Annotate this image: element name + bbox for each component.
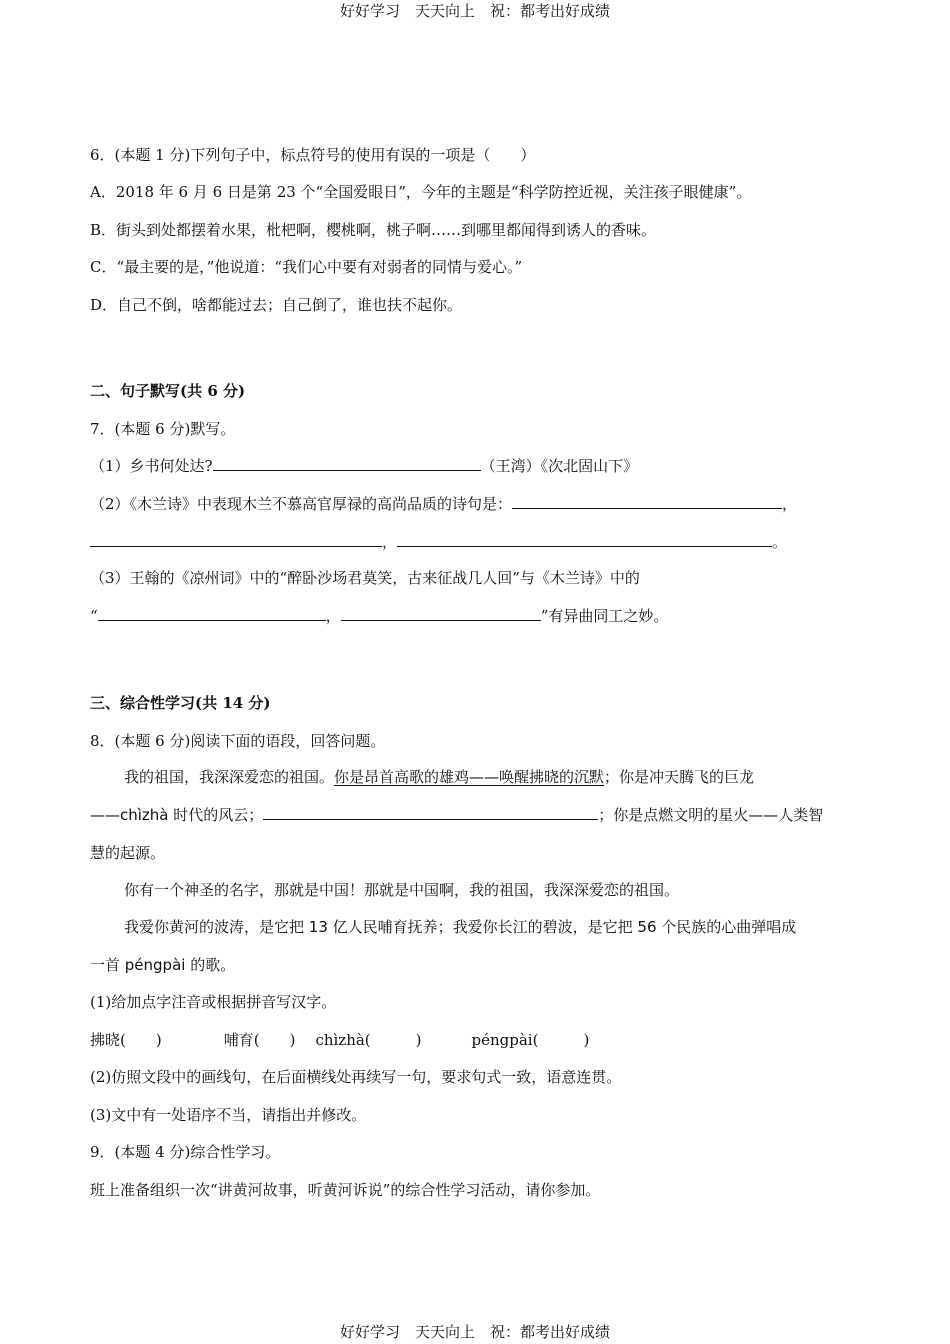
q7-2-prompt: （2）《木兰诗》中表现木兰不慕高官厚禄的高尚品质的诗句是： bbox=[90, 495, 513, 513]
q6-stem: 6．(本题 1 分)下列句子中，标点符号的使用有误的一项是（ ） bbox=[90, 146, 536, 164]
q8-sub1-words bbox=[90, 1030, 589, 1050]
passage-p3-line2: 一首 péngpài 的歌。 bbox=[90, 956, 236, 974]
p1-text-c: ——chìzhà 时代的风云； bbox=[90, 806, 264, 824]
passage-p2: 你有一个神圣的名字，那就是中国！那就是中国啊，我的祖国，我深深爱恋的祖国。 bbox=[124, 881, 680, 899]
page-footer: 好好学习 天天向上 祝：都考出好成绩 bbox=[339, 1323, 610, 1341]
passage-p3-line1: 我爱你黄河的波涛，是它把 13 亿人民哺育抚养；我爱你长江的碧波，是它把 56 个民族的心曲弹唱成 bbox=[124, 918, 797, 936]
q6-option-a: A．2018 年 6 月 6 日是第 23 个“全国爱眼日”，今年的主题是“科学防控近视，关注孩子眼健康”。 bbox=[90, 183, 752, 201]
q7-2-comma-2: ， bbox=[382, 533, 398, 551]
p1-text-b: ；你是冲天腾飞的巨龙 bbox=[604, 768, 755, 786]
q7-3-comma: ， bbox=[325, 607, 341, 625]
page-header: 好好学习 天天向上 祝：都考出好成绩 bbox=[339, 2, 610, 20]
q9-stem: 9．(本题 4 分)综合性学习。 bbox=[90, 1143, 281, 1161]
word-pengpai: péngpài( ) bbox=[471, 1031, 590, 1049]
q7-2-blank-3[interactable] bbox=[397, 532, 772, 547]
q7-2-cont bbox=[90, 532, 787, 552]
q6-option-c: C．“最主要的是，”他说道：“我们心中要有对弱者的同情与爱心。” bbox=[90, 258, 523, 276]
q7-1-blank[interactable] bbox=[213, 456, 481, 471]
q7-2-comma-1: ， bbox=[782, 495, 798, 513]
q7-3-open-quote: “ bbox=[90, 607, 98, 625]
q7-stem: 7．(本题 6 分)默写。 bbox=[90, 420, 236, 438]
q6-option-d: D．自己不倒，啥都能过去；自己倒了，谁也扶不起你。 bbox=[90, 296, 463, 314]
p1-blank[interactable] bbox=[263, 805, 598, 820]
q7-1-source: （王湾）《次北固山下》 bbox=[480, 457, 639, 475]
q7-1-prompt: （1）乡书何处达? bbox=[90, 457, 213, 475]
passage-p1-line2 bbox=[90, 805, 823, 825]
word-chizha: chìzhà( ) bbox=[315, 1031, 422, 1049]
passage-p1-line1 bbox=[124, 767, 754, 787]
section2-title: 二、句子默写(共 6 分) bbox=[90, 382, 246, 400]
q6-option-b: B．街头到处都摆着水果，枇杷啊，樱桃啊，桃子啊……到哪里都闻得到诱人的香味。 bbox=[90, 221, 657, 239]
word-buyu: 哺育( ) bbox=[223, 1031, 296, 1049]
q9-text: 班上准备组织一次“讲黄河故事，听黄河诉说”的综合性学习活动，请你参加。 bbox=[90, 1181, 601, 1199]
q7-3-prompt: （3）王翰的《凉州词》中的“醉卧沙场君莫笑，古来征战几人回”与《木兰诗》中的 bbox=[90, 569, 640, 587]
q7-3-blank-2[interactable] bbox=[341, 606, 541, 621]
q8-sub1: (1)给加点字注音或根据拼音写汉字。 bbox=[90, 993, 337, 1011]
q7-2-period: 。 bbox=[772, 533, 788, 551]
section3-title: 三、综合性学习(共 14 分) bbox=[90, 694, 271, 712]
q7-3-tail: ”有异曲同工之妙。 bbox=[540, 607, 669, 625]
q7-3-blank-1[interactable] bbox=[98, 606, 326, 621]
q8-sub2: (2)仿照文段中的画线句，在后面横线处再续写一句，要求句式一致，语意连贯。 bbox=[90, 1068, 622, 1086]
q7-2 bbox=[90, 494, 797, 514]
passage-p1-line3: 慧的起源。 bbox=[90, 844, 166, 862]
q7-2-blank-1[interactable] bbox=[512, 494, 782, 509]
p1-text-d: ；你是点燃文明的星火——人类智 bbox=[598, 806, 824, 824]
q8-stem: 8．(本题 6 分)阅读下面的语段，回答问题。 bbox=[90, 732, 386, 750]
p1-underlined-sentence: 你是昂首高歌的雄鸡——唤醒拂晓的沉默 bbox=[334, 768, 605, 786]
q7-3-cont bbox=[90, 606, 668, 626]
q7-2-blank-2[interactable] bbox=[90, 532, 382, 547]
word-fuxiao: 拂晓( ) bbox=[90, 1031, 162, 1049]
q7-1 bbox=[90, 456, 638, 476]
q8-sub3: (3)文中有一处语序不当，请指出并修改。 bbox=[90, 1106, 367, 1124]
p1-text-a: 我的祖国，我深深爱恋的祖国。 bbox=[124, 768, 335, 786]
